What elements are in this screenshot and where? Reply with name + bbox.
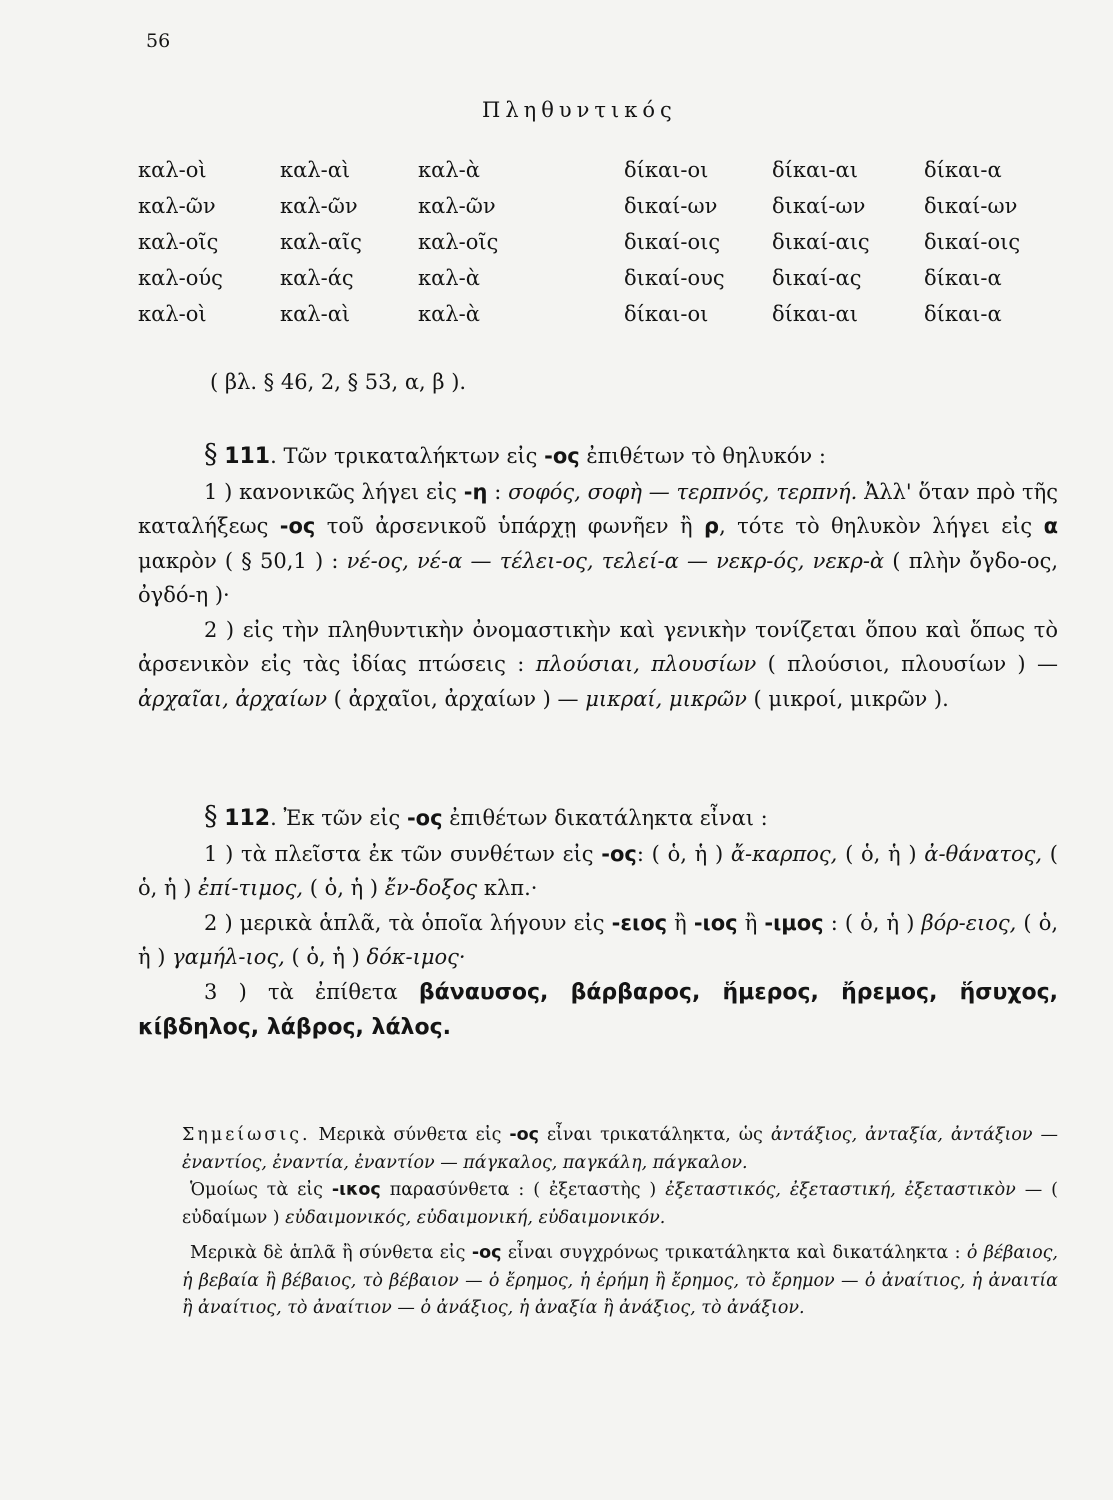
declension-cell: καλ-οῖς: [138, 230, 219, 254]
declension-cell: καλ-οὶ: [138, 158, 207, 182]
section-111: [138, 438, 1058, 716]
declension-cell: καλ-αὶ: [280, 158, 351, 182]
declension-cell: καλ-ούς: [138, 266, 223, 290]
section-number: 112: [224, 806, 271, 831]
declension-cell: δικαί-οις: [924, 230, 1021, 254]
declension-cell: δίκαι-α: [924, 158, 1002, 182]
note-paragraph-1: Σημείωσις. Μερικὰ σύνθετα εἰς -ος εἶναι τρικατάληκτα, ὡς ἀντάξιος, ἀνταξία, ἀντάξιον — ἐναντίος, ἐναντία, ἐναντίον — πάγκαλος, παγκάλη, πάγκαλον.: [182, 1125, 1058, 1173]
section-title-text: . Ἐκ τῶν εἰς: [270, 806, 407, 830]
ending-os: -ος: [406, 806, 443, 830]
declension-cell: καλ-ῶν: [280, 194, 358, 218]
declension-cell: δικαί-ων: [924, 194, 1018, 218]
section-title-rest: ἐπιθέτων δικατάληκτα εἶναι :: [442, 806, 768, 830]
section-111-point-2: 2 ) εἰς τὴν πληθυντικὴν ὀνομαστικὴν καὶ γενικὴν τονίζεται ὅπου καὶ ὅπως τὸ ἀρσενικὸν εἰς τὰς ἰδίας πτώσεις : πλούσιαι, πλουσίων ( πλούσιοι, πλουσίων ) — ἀρχαῖαι, ἀρχαίων ( ἀρχαῖοι, ἀρχαίων ) — μικραί, μικρῶν ( μικροί, μικρῶν ).: [138, 617, 1058, 711]
declension-cell: δικαί-ων: [772, 194, 866, 218]
section-112-point-2: 2 ) μερικὰ ἁπλᾶ, τὰ ὁποῖα λήγουν εἰς -ειος ἢ -ιος ἢ -ιμος : ( ὁ, ἡ ) βόρ-ειος, ( ὁ, ἡ ) γαμήλ-ιος, ( ὁ, ἡ ) δόκ-ιμος·: [138, 910, 1059, 969]
section-112-point-1: 1 ) τὰ πλεῖστα ἐκ τῶν συνθέτων εἰς -ος: ( ὁ, ἡ ) ἄ-καρπος, ( ὁ, ἡ ) ἀ-θάνατος, ( ὁ, ἡ ) ἐπί-τιμος, ( ὁ, ἡ ) ἔν-δοξος κλπ.·: [138, 841, 1058, 900]
declension-cell: καλ-αὶ: [280, 302, 351, 326]
declension-cell: καλ-ῶν: [418, 194, 496, 218]
section-number: 111: [224, 444, 271, 469]
declension-row: [138, 266, 1058, 302]
cross-reference: ( βλ. § 46, 2, § 53, α, β ).: [210, 370, 467, 394]
note-paragraph-2: Ὁμοίως τὰ εἰς -ικος παρασύνθετα : ( ἐξεταστὴς ) ἐξεταστικός, ἐξεταστική, ἐξεταστικὸν — ( εὐδαίμων ) εὐδαιμονικός, εὐδαιμονική, εὐδαιμονικόν.: [182, 1180, 1059, 1228]
declension-cell: δίκαι-αι: [772, 302, 858, 326]
declension-cell: καλ-άς: [280, 266, 354, 290]
declension-cell: δικαί-αις: [772, 230, 870, 254]
declension-cell: καλ-ὰ: [418, 302, 480, 326]
section-title-rest: ἐπιθέτων τὸ θηλυκόν :: [579, 444, 826, 468]
page-number: 56: [146, 30, 171, 52]
note-label: Σημείωσις.: [182, 1125, 311, 1145]
section-112: [138, 800, 1058, 1046]
declension-cell: δίκαι-αι: [772, 158, 858, 182]
declension-cell: δίκαι-οι: [624, 302, 709, 326]
note-paragraph-3: Μερικὰ δὲ ἁπλᾶ ἢ σύνθετα εἰς -ος εἶναι συγχρόνως τρικατάληκτα καὶ δικατάληκτα : ὁ βέβαιος, ἡ βεβαία ἢ βέβαιος, τὸ βέβαιον — ὁ ἔρημος, ἡ ἐρήμη ἢ ἔρημος, τὸ ἔρημον — ὁ ἀναίτιος, ἡ ἀναιτία ἢ ἀναίτιος, τὸ ἀναίτιον — ὁ ἀνάξιος, ἡ ἀναξία ἢ ἀνάξιος, τὸ ἀνάξιον.: [182, 1243, 1058, 1318]
declension-row: [138, 194, 1058, 230]
section-mark: §: [204, 439, 218, 470]
declension-cell: δίκαι-οι: [624, 158, 709, 182]
declension-cell: δίκαι-α: [924, 266, 1002, 290]
ending-os: -ος: [544, 444, 580, 468]
declension-cell: δίκαι-α: [924, 302, 1002, 326]
declension-row: [138, 158, 1058, 194]
declension-row: [138, 230, 1058, 266]
declension-cell: δικαί-οις: [624, 230, 721, 254]
declension-cell: καλ-οὶ: [138, 302, 207, 326]
declension-cell: καλ-αῖς: [280, 230, 362, 254]
declension-cell: δικαί-ων: [624, 194, 718, 218]
declension-cell: καλ-ὰ: [418, 266, 480, 290]
declension-row: [138, 302, 1058, 338]
section-112-title: [138, 800, 1058, 837]
declension-cell: καλ-ὰ: [418, 158, 480, 182]
section-title-text: . Τῶν τρικαταλήκτων εἰς: [270, 444, 545, 468]
section-heading-plural: Πληθυντικός: [482, 98, 677, 122]
section-111-title: [138, 438, 1058, 475]
note-block: [182, 1122, 1058, 1323]
declension-cell: δικαί-ας: [772, 266, 862, 290]
section-111-point-1: 1 ) κανονικῶς λήγει εἰς -η : σοφός, σοφὴ — τερπνός, τερπνή. Ἀλλ' ὅταν πρὸ τῆς καταλήξεως -ος τοῦ ἀρσενικοῦ ὑπάρχῃ φωνῆεν ἢ ρ, τότε τὸ θηλυκὸν λήγει εἰς α μακρὸν ( § 50,1 ) : νέ-ος, νέ-α — τέλει-ος, τελεί-α — νεκρ-ός, νεκρ-ὰ ( πλὴν ὄγδο-ος, ὀγδό-η )·: [138, 479, 1059, 607]
declension-cell: καλ-ῶν: [138, 194, 216, 218]
declension-cell: δικαί-ους: [624, 266, 725, 290]
declension-table: [138, 158, 1058, 338]
section-112-point-3: 3 ) τὰ ἐπίθετα βάναυσος, βάρβαρος, ἥμερος, ἤρεμος, ἥσυχος, κίβδηλος, λάβρος, λάλος.: [138, 979, 1058, 1040]
declension-cell: καλ-οῖς: [418, 230, 499, 254]
section-mark: §: [204, 801, 218, 832]
